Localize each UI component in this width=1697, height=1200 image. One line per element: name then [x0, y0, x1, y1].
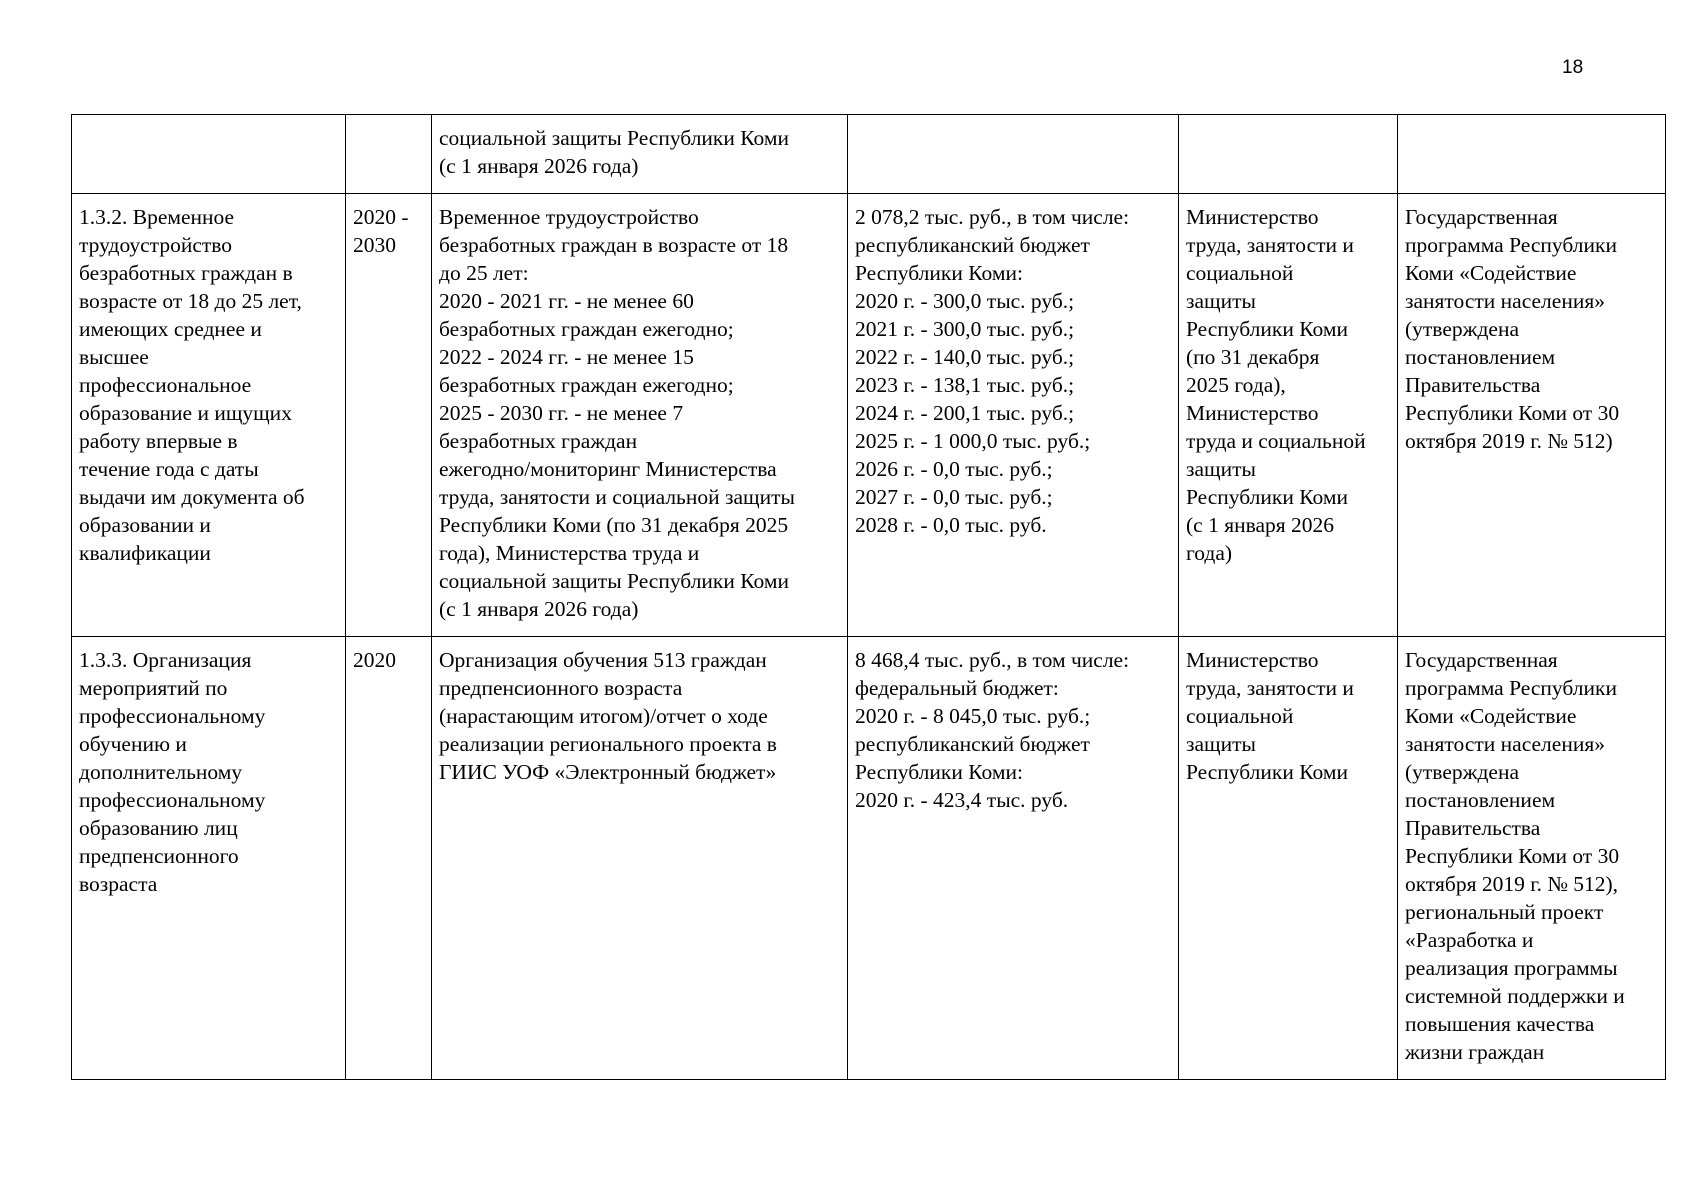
cell-program-link: Государственная программа Республики Коми «Содействие занятости населения» (утверждена постановлением Правительства Республики Коми от 30 октября 2019 г. № 512) [1398, 194, 1666, 637]
cell-measure-name: 1.3.2. Временное трудоустройство безработных граждан в возрасте от 18 до 25 лет, имеющих среднее и высшее профессиональное образование и ищущих работу впервые в течение года с даты выдачи им документа об образовании и квалификации [72, 194, 346, 637]
cell-financing: 8 468,4 тыс. руб., в том числе: федеральный бюджет: 2020 г. - 8 045,0 тыс. руб.; республиканский бюджет Республики Коми: 2020 г. - 423,4 тыс. руб. [848, 637, 1179, 1080]
cell-program-link: Государственная программа Республики Коми «Содействие занятости населения» (утверждена постановлением Правительства Республики Коми от 30 октября 2019 г. № 512), региональный проект «Разработка и реализация программы системной поддержки и повышения качества жизни граждан [1398, 637, 1666, 1080]
cell-period [346, 115, 432, 194]
cell-responsible [1179, 115, 1398, 194]
table-row-continuation [72, 115, 1666, 194]
cell-period: 2020 [346, 637, 432, 1080]
cell-result-indicator: социальной защиты Республики Коми (с 1 января 2026 года) [432, 115, 848, 194]
table-row-1-3-2 [72, 194, 1666, 637]
page-number: 18 [1562, 57, 1584, 78]
cell-responsible: Министерство труда, занятости и социальной защиты Республики Коми [1179, 637, 1398, 1080]
cell-result-indicator: Организация обучения 513 граждан предпенсионного возраста (нарастающим итогом)/отчет о ходе реализации регионального проекта в ГИИС УОФ «Электронный бюджет» [432, 637, 848, 1080]
cell-financing [848, 115, 1179, 194]
table-row-1-3-3 [72, 637, 1666, 1080]
cell-period: 2020 - 2030 [346, 194, 432, 637]
cell-financing: 2 078,2 тыс. руб., в том числе: республиканский бюджет Республики Коми: 2020 г. - 300,0 тыс. руб.; 2021 г. - 300,0 тыс. руб.; 2022 г. - 140,0 тыс. руб.; 2023 г. - 138,1 тыс. руб.; 2024 г. - 200,1 тыс. руб.; 2025 г. - 1 000,0 тыс. руб.; 2026 г. - 0,0 тыс. руб.; 2027 г. - 0,0 тыс. руб.; 2028 г. - 0,0 тыс. руб. [848, 194, 1179, 637]
cell-measure-name [72, 115, 346, 194]
cell-result-indicator: Временное трудоустройство безработных граждан в возрасте от 18 до 25 лет: 2020 - 2021 гг. - не менее 60 безработных граждан ежегодно; 2022 - 2024 гг. - не менее 15 безработных граждан ежегодно; 2025 - 2030 гг. - не менее 7 безработных граждан ежегодно/мониторинг Министерства труда, занятости и социальной защиты Республики Коми (по 31 декабря 2025 года), Министерства труда и социальной защиты Республики Коми (с 1 января 2026 года) [432, 194, 848, 637]
cell-measure-name: 1.3.3. Организация мероприятий по профессиональному обучению и дополнительному профессиональному образованию лиц предпенсионного возраста [72, 637, 346, 1080]
cell-program-link [1398, 115, 1666, 194]
measures-table [71, 114, 1666, 1080]
cell-responsible: Министерство труда, занятости и социальной защиты Республики Коми (по 31 декабря 2025 года), Министерство труда и социальной защиты Республики Коми (с 1 января 2026 года) [1179, 194, 1398, 637]
